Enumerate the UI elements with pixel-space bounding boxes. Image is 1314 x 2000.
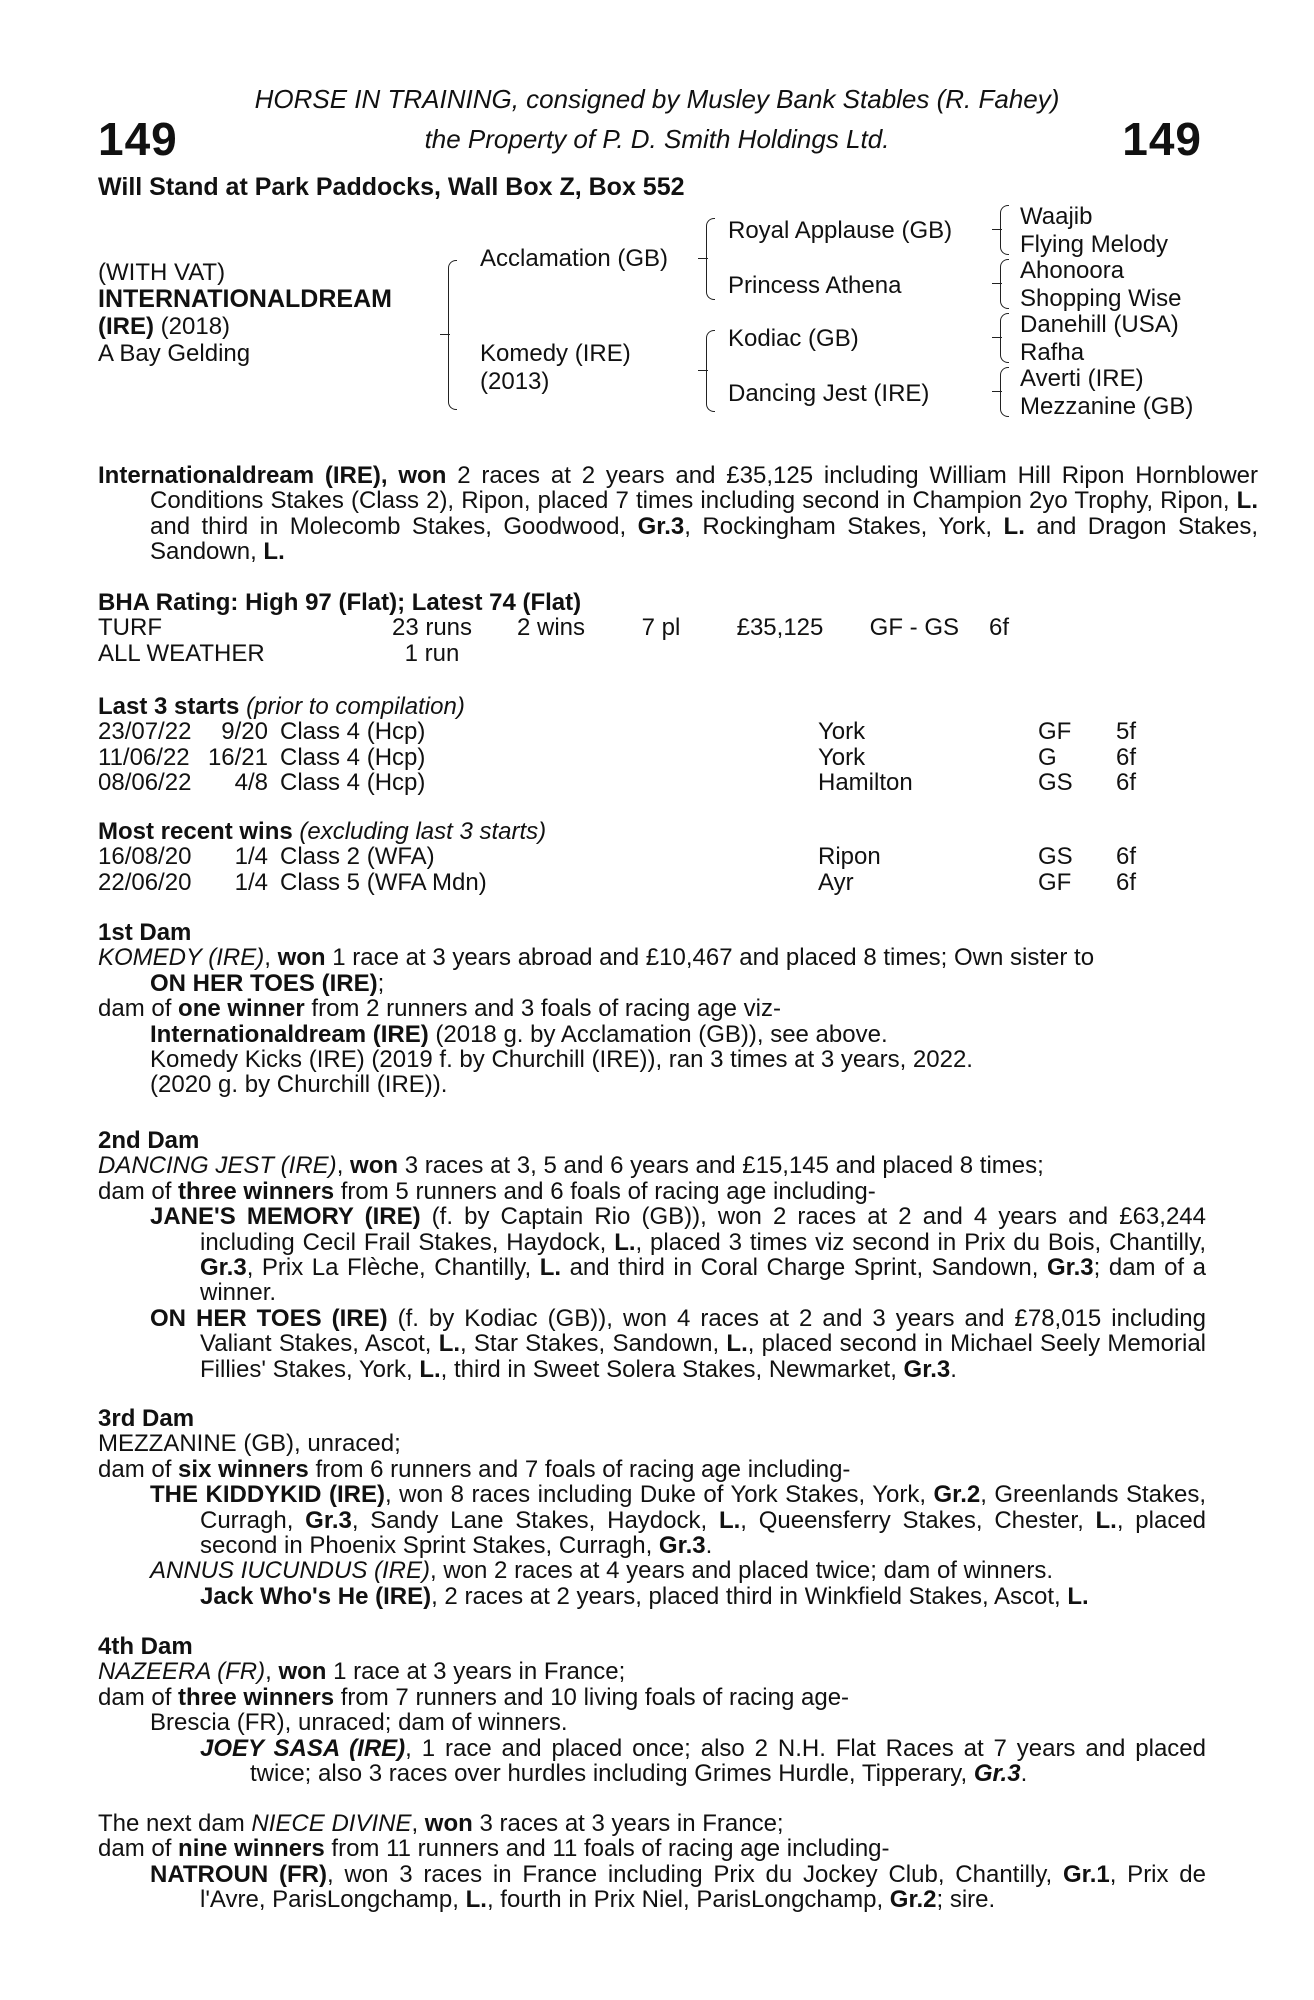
- produce-line: [98, 1685, 1206, 1710]
- produce-item: [98, 1558, 1206, 1583]
- produce-text: .: [950, 1355, 957, 1383]
- group-tag: Gr.3: [658, 1532, 706, 1560]
- first-dam-title: 1st Dam: [98, 919, 192, 946]
- listed-tag: L.: [1236, 487, 1258, 515]
- going: GS: [1038, 769, 1073, 797]
- listed-tag: L.: [718, 1506, 741, 1534]
- produce-item: [98, 1306, 1206, 1382]
- last-starts-note: (prior to compilation): [239, 693, 465, 720]
- property-line: the Property of P. D. Smith Holdings Ltd.: [424, 124, 890, 154]
- horse-name: INTERNATIONALDREAM: [98, 285, 392, 313]
- won-label: won: [278, 1658, 327, 1686]
- produce-prefix: dam of: [98, 1455, 179, 1483]
- summary-text: , Rockingham Stakes, York,: [684, 512, 1004, 540]
- sire-dam-dam: Shopping Wise: [1020, 285, 1182, 312]
- winners-count: one winner: [178, 995, 305, 1023]
- produce-prefix: dam of: [98, 1835, 179, 1863]
- produce-text: , 2 races at 2 years, placed third in Winkfield Stakes, Ascot,: [431, 1582, 1068, 1610]
- recent-wins-table: [98, 844, 1136, 895]
- win-row: [98, 870, 1136, 895]
- rating-title: BHA Rating: High 97 (Flat); Latest 74 (Flat): [98, 589, 582, 616]
- produce-item: [98, 1482, 1206, 1558]
- dam-record: 1 race at 3 years abroad and £10,467 and placed 8 times; Own sister to: [325, 944, 1095, 972]
- produce-text: , Greenlands Stakes, Curragh,: [200, 1481, 1206, 1534]
- horse-origin: (IRE): [98, 313, 154, 340]
- race-summary: [98, 463, 1258, 565]
- surface: ALL WEATHER: [98, 639, 265, 667]
- listed-tag: L.: [419, 1355, 441, 1383]
- last-starts-section: [98, 694, 1206, 796]
- group-tag: Gr.3: [903, 1355, 951, 1383]
- sire-dam-brace: [448, 260, 457, 410]
- produce-item: [98, 1022, 1206, 1047]
- sire-sire: Royal Applause (GB): [728, 217, 953, 244]
- lot-number-right: 149: [1122, 113, 1202, 165]
- produce-text: (2018 g. by Acclamation (GB)), see above.: [428, 1020, 888, 1048]
- race-class: Class 4 (Hcp): [280, 743, 426, 771]
- produce-prefix: dam of: [98, 1177, 179, 1205]
- produce-line: [98, 1179, 1206, 1204]
- listed-tag: L.: [465, 1886, 487, 1914]
- produce-text: , won 2 races at 4 years and placed twice; dam of winners.: [430, 1557, 1053, 1585]
- distance: 6f: [988, 614, 1009, 642]
- date: 22/06/20: [98, 868, 192, 896]
- produce-summary: from 7 runners and 10 living foals of racing age-: [334, 1683, 850, 1711]
- brace-point: [992, 229, 1002, 230]
- dam-name: NIECE DIVINE: [251, 1810, 412, 1837]
- race-class: Class 5 (WFA Mdn): [280, 868, 487, 896]
- last-starts-heading: [98, 694, 1206, 719]
- distance: 6f: [1116, 843, 1137, 871]
- produce-line: [98, 996, 1206, 1021]
- produce-summary: from 11 runners and 11 foals of racing age including-: [324, 1835, 890, 1863]
- produce-prefix: dam of: [98, 995, 179, 1023]
- produce-item: Brescia (FR), unraced; dam of winners.: [150, 1709, 568, 1737]
- sister-name: ON HER TOES (IRE): [150, 969, 378, 997]
- recent-wins-note: (excluding last 3 starts): [292, 818, 547, 845]
- wins: 2 wins: [516, 614, 586, 642]
- produce-text: , Prix de l'Avre, ParisLongchamp,: [200, 1860, 1206, 1914]
- course: York: [818, 718, 866, 746]
- group-tag: Gr.3: [305, 1506, 352, 1534]
- produce-text: , won 3 races in France including Prix du Jockey Club, Chantilly,: [326, 1860, 1064, 1888]
- second-dam-section: [98, 1128, 1206, 1382]
- next-dam-line: [98, 1811, 1206, 1836]
- produce-text: , Queensferry Stakes, Chester,: [740, 1506, 1096, 1534]
- produce-text: , Sandy Lane Stakes, Haydock,: [351, 1506, 719, 1534]
- dam-dam: Dancing Jest (IRE): [728, 380, 930, 407]
- going: [844, 641, 959, 666]
- listed-tag: L.: [263, 538, 285, 566]
- vat-note: (WITH VAT): [98, 259, 226, 286]
- winners-count: nine winners: [178, 1835, 325, 1863]
- course: Ayr: [818, 868, 854, 896]
- produce-text: , placed second in Michael Seely Memorial Fillies' Stakes, York,: [200, 1330, 1207, 1383]
- group-tag: Gr.2: [889, 1886, 937, 1914]
- winners-count: six winners: [178, 1455, 309, 1483]
- start-row: [98, 745, 1136, 770]
- course: Ripon: [818, 843, 881, 871]
- brace-point: [698, 258, 708, 259]
- won-label: won: [350, 1152, 399, 1180]
- going: G: [1038, 743, 1057, 771]
- produce-name: JOEY SASA (IRE): [200, 1734, 406, 1762]
- placed: [606, 641, 716, 666]
- horse-year: (2018): [154, 313, 231, 340]
- listed-tag: L.: [1095, 1506, 1117, 1534]
- sire-dam: Princess Athena: [728, 272, 902, 299]
- produce-name: NATROUN (FR): [150, 1860, 327, 1888]
- surface: TURF: [98, 614, 162, 642]
- group-tag: Gr.3: [637, 512, 685, 540]
- produce-name: Internationaldream (IRE): [150, 1020, 429, 1048]
- distance: 6f: [1116, 743, 1137, 771]
- produce-text: , placed 3 times viz second in Prix du Bois, Chantilly,: [635, 1228, 1207, 1256]
- dam-record: 1 race at 3 years in France;: [326, 1658, 626, 1686]
- horse-description: A Bay Gelding: [98, 340, 251, 367]
- position: 1/4: [234, 843, 268, 871]
- second-dam-title: 2nd Dam: [98, 1127, 200, 1154]
- listed-tag: L.: [539, 1254, 562, 1282]
- won-label: won: [424, 1810, 473, 1837]
- dam-sire-sire: Danehill (USA): [1020, 311, 1179, 338]
- produce-text: .: [1020, 1760, 1028, 1788]
- produce-line: [98, 1457, 1206, 1482]
- race-class: Class 4 (Hcp): [280, 718, 426, 746]
- sire-sire-dam: Flying Melody: [1020, 231, 1169, 258]
- recent-wins-section: [98, 819, 1206, 895]
- dam-record: 3 races at 3, 5 and 6 years and £15,145 and placed 8 times;: [398, 1152, 1044, 1180]
- sire-sire-sire: Waajib: [1020, 203, 1093, 230]
- won-label: won: [277, 944, 326, 972]
- position: 16/21: [207, 743, 268, 771]
- summary-text: and Dragon Stakes, Sandown,: [150, 512, 1259, 566]
- distance: [959, 641, 1009, 666]
- produce-name: Jack Who's He (IRE): [200, 1582, 432, 1610]
- distance: 5f: [1116, 718, 1137, 746]
- lot-number-left: 149: [98, 113, 178, 165]
- fourth-dam-title: 4th Dam: [98, 1633, 193, 1660]
- g1-brace: [1000, 205, 1009, 255]
- listed-tag: L.: [438, 1330, 461, 1358]
- produce-grandchild: [98, 1736, 1206, 1787]
- produce-summary: from 2 runners and 3 foals of racing age viz-: [304, 995, 781, 1023]
- sire-dam-sire: Ahonoora: [1020, 257, 1125, 284]
- produce-item: [98, 1204, 1206, 1306]
- runs: 1 run: [404, 639, 460, 667]
- dam-year: (2013): [480, 368, 550, 395]
- produce-text: ; sire.: [936, 1886, 996, 1914]
- produce-text: and third in Coral Charge Sprint, Sandown,: [561, 1254, 1047, 1282]
- third-dam-title: 3rd Dam: [98, 1405, 195, 1432]
- dam-sire-dam: Rafha: [1020, 339, 1085, 366]
- stand-location: Will Stand at Park Paddocks, Wall Box Z, Box 552: [98, 173, 685, 201]
- rating-row: [98, 641, 1009, 666]
- dam-name: MEZZANINE (GB), unraced;: [98, 1430, 401, 1458]
- produce-name: JANE'S MEMORY (IRE): [150, 1203, 421, 1231]
- brace-point: [440, 334, 450, 335]
- last-starts-table: [98, 719, 1136, 795]
- consignor-line: HORSE IN TRAINING, consigned by Musley Bank Stables (R. Fahey): [254, 84, 1060, 114]
- going: GF: [1038, 718, 1072, 746]
- fourth-dam-section: [98, 1634, 1206, 1786]
- dam-dam-sire: Averti (IRE): [1020, 365, 1144, 392]
- summary-text: and third in Molecomb Stakes, Goodwood,: [150, 512, 638, 540]
- sister-line: [98, 971, 1206, 996]
- race-class: Class 4 (Hcp): [280, 769, 426, 797]
- next-dam-section: [98, 1811, 1206, 1913]
- winners-count: three winners: [178, 1683, 335, 1711]
- recent-wins-title: Most recent wins: [98, 818, 293, 845]
- course: York: [818, 743, 866, 771]
- placed: 7 pl: [641, 614, 681, 642]
- fourth-dam-line: NAZEERA (FR), won 1 race at 3 years in France;: [98, 1658, 626, 1686]
- group-tag: Gr.3: [1046, 1254, 1094, 1282]
- last-starts-title: Last 3 starts: [98, 693, 240, 720]
- produce-item: (2020 g. by Churchill (IRE)).: [150, 1071, 448, 1099]
- rating-section: [98, 590, 1206, 666]
- prize: [716, 641, 844, 666]
- recent-wins-heading: [98, 819, 1206, 844]
- rating-row: [98, 615, 1009, 640]
- dam-dam-dam: Mezzanine (GB): [1020, 393, 1194, 420]
- sire: Acclamation (GB): [480, 245, 669, 272]
- produce-summary: from 6 runners and 7 foals of racing age including-: [308, 1455, 851, 1483]
- date: 11/06/22: [98, 743, 190, 771]
- position: 1/4: [234, 868, 268, 896]
- produce-text: (f. by Kodiac (GB)), won 4 races at 2 and 3 years and £78,015 including Valiant Stakes, Ascot,: [200, 1304, 1206, 1358]
- going: GS: [1038, 843, 1073, 871]
- produce-text: , placed second in Phoenix Sprint Stakes, Curragh,: [200, 1506, 1207, 1560]
- produce-text: ; dam of a winner.: [200, 1254, 1206, 1307]
- listed-tag: L.: [1003, 512, 1025, 540]
- race-class: Class 2 (WFA): [280, 843, 435, 871]
- distance: 6f: [1116, 769, 1137, 797]
- brace-point: [992, 283, 1002, 284]
- dam-name: KOMEDY (IRE): [98, 944, 265, 972]
- produce-text: , Star Stakes, Sandown,: [460, 1330, 727, 1358]
- date: 08/06/22: [98, 769, 192, 797]
- dam-parents-brace: [706, 330, 715, 412]
- dam-name: DANCING JEST (IRE): [98, 1152, 337, 1180]
- first-dam-line: KOMEDY (IRE), won 1 race at 3 years abroad and £10,467 and placed 8 times; Own sister to: [98, 944, 1095, 972]
- win-row: [98, 844, 1136, 869]
- produce-text: .: [705, 1532, 713, 1560]
- listed-tag: L.: [1067, 1582, 1089, 1610]
- g2-brace: [1000, 259, 1009, 309]
- punct: ,: [411, 1810, 425, 1837]
- wins: [496, 641, 606, 666]
- position: 9/20: [221, 718, 268, 746]
- produce-name: ON HER TOES (IRE): [150, 1304, 388, 1332]
- punct: ;: [377, 969, 385, 997]
- produce-grandchild: [98, 1584, 1206, 1609]
- date: 23/07/22: [98, 718, 192, 746]
- group-tag: Gr.1: [1063, 1860, 1110, 1888]
- dam-sire: Kodiac (GB): [728, 325, 859, 352]
- produce-text: , fourth in Prix Niel, ParisLongchamp,: [486, 1886, 890, 1914]
- date: 16/08/20: [98, 843, 192, 871]
- position: 4/8: [234, 769, 268, 797]
- brace-point: [992, 391, 1002, 392]
- produce-item: Komedy Kicks (IRE) (2019 f. by Churchill (IRE)), ran 3 times at 3 years, 2022.: [150, 1046, 973, 1074]
- produce-text: , Prix La Flèche, Chantilly,: [246, 1254, 540, 1282]
- listed-tag: L.: [726, 1330, 748, 1358]
- produce-text: , third in Sweet Solera Stakes, Newmarket,: [440, 1355, 904, 1383]
- produce-summary: from 5 runners and 6 foals of racing age including-: [334, 1177, 876, 1205]
- rating-table: [98, 615, 1009, 666]
- listed-tag: L.: [614, 1228, 636, 1256]
- produce-name: THE KIDDYKID (IRE): [150, 1481, 385, 1509]
- summary-horse: Internationaldream (IRE), won: [98, 462, 447, 489]
- winners-count: three winners: [178, 1177, 335, 1205]
- produce-text: (f. by Captain Rio (GB)), won 2 races at 2 and 4 years and £63,244 including Cecil Frail Stakes, Haydock,: [200, 1203, 1206, 1256]
- produce-item: [98, 1862, 1206, 1913]
- distance: 6f: [1116, 868, 1137, 896]
- produce-line: [98, 1836, 1206, 1861]
- dam: Komedy (IRE): [480, 340, 631, 367]
- group-tag: Gr.3: [200, 1254, 247, 1282]
- dam-name: NAZEERA (FR): [98, 1658, 266, 1686]
- first-dam-section: [98, 920, 1206, 1098]
- second-dam-line: DANCING JEST (IRE), won 3 races at 3, 5 and 6 years and £15,145 and placed 8 times;: [98, 1152, 1044, 1180]
- group-tag: Gr.2: [933, 1481, 981, 1509]
- brace-point: [992, 337, 1002, 338]
- produce-text: , won 8 races including Duke of York Stakes, York,: [384, 1481, 934, 1509]
- prize: £35,125: [736, 614, 824, 642]
- runs: 23 runs: [391, 614, 473, 642]
- horse-origin-year: [98, 313, 230, 341]
- produce-text: , 1 race and placed once; also 2 N.H. Flat Races at 7 years and placed twice; also 3 races over hurdles including Grimes Hurdle, Tipperary,: [250, 1734, 1206, 1788]
- start-row: [98, 719, 1136, 744]
- start-row: [98, 770, 1136, 795]
- produce-prefix: dam of: [98, 1683, 179, 1711]
- next-dam-prefix: The next dam: [98, 1810, 252, 1837]
- sire-parents-brace: [706, 218, 715, 300]
- g4-brace: [1000, 367, 1009, 417]
- brace-point: [698, 370, 708, 371]
- summary-text: 2 races at 2 years and £35,125 including William Hill Ripon Hornblower Conditions Stakes (Class 2), Ripon, placed 7 times including second in Champion 2yo Trophy, Ripon,: [150, 462, 1258, 515]
- produce-name: ANNUS IUCUNDUS (IRE): [150, 1557, 431, 1585]
- going: GF: [1038, 868, 1072, 896]
- dam-record: 3 races at 3 years in France;: [472, 1810, 784, 1837]
- course: Hamilton: [818, 769, 913, 797]
- third-dam-section: [98, 1406, 1206, 1609]
- g3-brace: [1000, 313, 1009, 363]
- going: GF - GS: [869, 614, 959, 642]
- group-tag: Gr.3: [973, 1760, 1021, 1788]
